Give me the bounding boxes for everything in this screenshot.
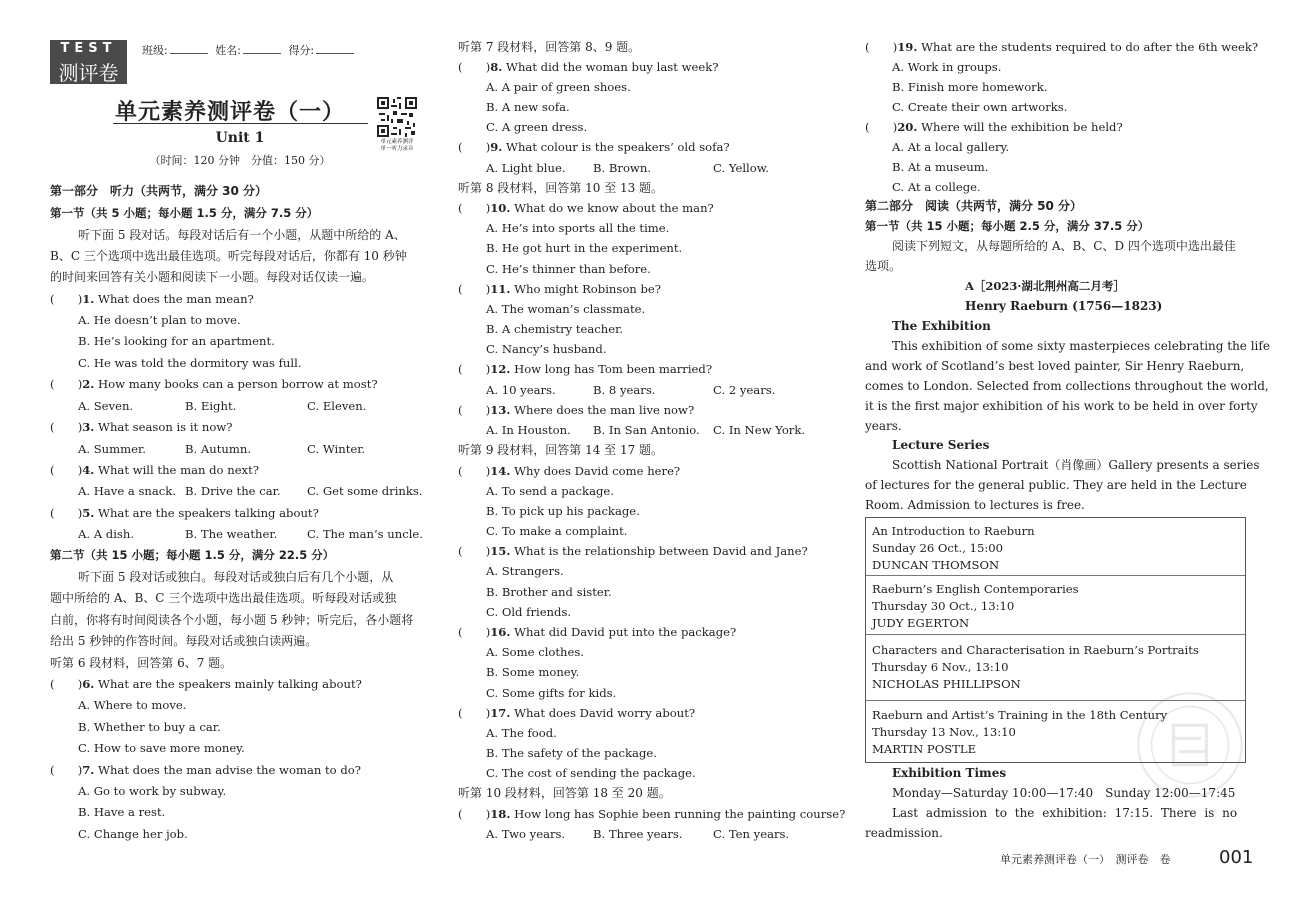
option[interactable]: B. Drive the car.: [185, 484, 281, 498]
question-17[interactable]: ( )17. What does David worry about?: [458, 706, 696, 720]
option[interactable]: A. Where to move.: [78, 698, 187, 712]
option[interactable]: C. The man’s uncle.: [307, 527, 423, 541]
logo-bottom-text: 测评卷: [58, 61, 119, 85]
option[interactable]: B. He’s looking for an apartment.: [78, 334, 275, 348]
sec2-instruction-line: 题中所给的 A、B、C 三个选项中选出最佳选项。听每段对话或独: [50, 591, 397, 605]
passage-title: Henry Raeburn (1756—1823): [965, 299, 1163, 313]
question-3[interactable]: ( )3. What season is it now?: [50, 420, 233, 434]
option[interactable]: B. The weather.: [185, 527, 278, 541]
material-heading: 听第 7 段材料，回答第 8、9 题。: [458, 40, 641, 54]
option[interactable]: C. Create their own artworks.: [892, 100, 1068, 114]
option[interactable]: C. Some gifts for kids.: [486, 686, 617, 700]
question-1[interactable]: ( )1. What does the man mean?: [50, 292, 254, 306]
question-20[interactable]: ( )20. Where will the exhibition be held?: [865, 120, 1123, 134]
question-5[interactable]: ( )5. What are the speakers talking about?: [50, 506, 319, 520]
option[interactable]: C. To make a complaint.: [486, 524, 628, 538]
option[interactable]: C. How to save more money.: [78, 741, 245, 755]
passage-label: A［2023·湖北荆州高二月考］: [965, 279, 1125, 293]
option[interactable]: A. Two years.: [486, 827, 566, 841]
question-9[interactable]: ( )9. What colour is the speakers’ old sofa?: [458, 140, 730, 154]
option[interactable]: A. Go to work by subway.: [78, 784, 227, 798]
name-blank[interactable]: [243, 43, 281, 54]
paragraph-line: years.: [865, 419, 902, 433]
lecture-speaker: NICHOLAS PHILLIPSON: [872, 677, 1021, 691]
question-15[interactable]: ( )15. What is the relationship between David and Jane?: [458, 544, 808, 558]
question-11[interactable]: ( )11. Who might Robinson be?: [458, 282, 661, 296]
lecture-time: Thursday 30 Oct., 13:10: [872, 599, 1015, 613]
material-heading: 听第 10 段材料，回答第 18 至 20 题。: [458, 786, 671, 800]
part2-heading: 第二部分 阅读（共两节，满分 50 分）: [865, 199, 1083, 213]
option[interactable]: B. In San Antonio.: [593, 423, 700, 437]
exhibition-heading: The Exhibition: [892, 319, 991, 333]
option[interactable]: B. A chemistry teacher.: [486, 322, 624, 336]
class-blank[interactable]: [170, 43, 208, 54]
time-score-line: （时间：120 分钟 分值：150 分）: [149, 154, 331, 167]
lecture-title: Raeburn’s English Contemporaries: [872, 582, 1079, 596]
option[interactable]: B. At a museum.: [892, 160, 989, 174]
option[interactable]: B. Finish more homework.: [892, 80, 1048, 94]
option[interactable]: B. The safety of the package.: [486, 746, 657, 760]
lecture-time: Sunday 26 Oct., 15:00: [872, 541, 1004, 555]
option[interactable]: C. In New York.: [713, 423, 806, 437]
qr-caption: 单元素养测评 单一听力录音: [380, 139, 414, 152]
lecture-title: Raeburn and Artist’s Training in the 18th Century: [872, 708, 1168, 722]
option[interactable]: C. At a college.: [892, 180, 981, 194]
option[interactable]: B. Brown.: [593, 161, 652, 175]
lecture-speaker: MARTIN POSTLE: [872, 742, 977, 756]
option[interactable]: A. He’s into sports all the time.: [486, 221, 670, 235]
question-4[interactable]: ( )4. What will the man do next?: [50, 463, 259, 477]
sec2-instruction-line: 白前，你将有时间阅读各个小题，每小题 5 秒钟；听完后，各小题将: [50, 613, 414, 627]
question-19[interactable]: ( )19. What are the students required to do after the 6th week?: [865, 40, 1259, 54]
option[interactable]: C. The cost of sending the package.: [486, 766, 696, 780]
question-8[interactable]: ( )8. What did the woman buy last week?: [458, 60, 719, 74]
option[interactable]: A. A dish.: [78, 527, 135, 541]
option[interactable]: C. Change her job.: [78, 827, 188, 841]
name-label: 姓名:: [215, 44, 241, 57]
option[interactable]: B. Some money.: [486, 665, 580, 679]
sec2-heading: 第二节（共 15 小题；每小题 1.5 分，满分 22.5 分）: [50, 548, 335, 562]
option[interactable]: A. In Houston.: [486, 423, 571, 437]
footer-text: 单元素养测评卷（一） 测评卷 卷: [1000, 853, 1171, 866]
paragraph-line: readmission.: [865, 826, 943, 840]
question-10[interactable]: ( )10. What do we know about the man?: [458, 201, 714, 215]
option[interactable]: B. A new sofa.: [486, 100, 570, 114]
option[interactable]: C. 2 years.: [713, 383, 776, 397]
option[interactable]: C. He’s thinner than before.: [486, 262, 651, 276]
page-number: 001: [1219, 847, 1254, 868]
option[interactable]: C. He was told the dormitory was full.: [78, 356, 302, 370]
logo-top-text: TEST: [60, 41, 117, 56]
option[interactable]: B. Three years.: [593, 827, 683, 841]
material-heading: 听第 9 段材料，回答第 14 至 17 题。: [458, 443, 664, 457]
option[interactable]: B. He got hurt in the experiment.: [486, 241, 683, 255]
option[interactable]: B. To pick up his package.: [486, 504, 640, 518]
title-underline: [113, 123, 368, 124]
option[interactable]: C. Yellow.: [713, 161, 769, 175]
option[interactable]: B. Whether to buy a car.: [78, 720, 221, 734]
unit-title: Unit 1: [215, 130, 265, 146]
option[interactable]: A. Work in groups.: [892, 60, 1002, 74]
sec1-instruction-line: 的时间来回答有关小题和阅读下一小题。每段对话仅读一遍。: [50, 270, 375, 284]
question-12[interactable]: ( )12. How long has Tom been married?: [458, 362, 713, 376]
lecture-time: Thursday 13 Nov., 13:10: [872, 725, 1016, 739]
reading-instruction-line: 阅读下列短文，从每题所给的 A、B、C、D 四个选项中选出最佳: [892, 239, 1236, 253]
option[interactable]: B. Autumn.: [185, 442, 252, 456]
option[interactable]: C. Old friends.: [486, 605, 572, 619]
option[interactable]: B. Have a rest.: [78, 805, 166, 819]
material-heading: 听第 6 段材料，回答第 6、7 题。: [50, 656, 233, 670]
lecture-row: [866, 518, 1245, 574]
paragraph-line: This exhibition of some sixty masterpieces celebrating the life: [892, 339, 1270, 353]
lecture-title: An Introduction to Raeburn: [872, 524, 1035, 538]
question-6[interactable]: ( )6. What are the speakers mainly talking about?: [50, 677, 362, 691]
option[interactable]: A. He doesn’t plan to move.: [78, 313, 241, 327]
option[interactable]: A. Light blue.: [486, 161, 566, 175]
lecture-speaker: DUNCAN THOMSON: [872, 558, 1000, 572]
page-title: 单元素养测评卷（一）: [115, 100, 346, 125]
option[interactable]: A. At a local gallery.: [892, 140, 1010, 154]
option[interactable]: C. Nancy’s husband.: [486, 342, 607, 356]
sec2-instruction-line: 听下面 5 段对话或独白。每段对话或独白后有几个小题，从: [78, 570, 394, 584]
option[interactable]: C. Ten years.: [713, 827, 790, 841]
paragraph-line: of lectures for the general public. They are held in the Lecture: [865, 478, 1247, 492]
option[interactable]: C. Get some drinks.: [307, 484, 423, 498]
exhibition-times-heading: Exhibition Times: [892, 766, 1007, 780]
option[interactable]: B. Brother and sister.: [486, 585, 612, 599]
question-2[interactable]: ( )2. How many books can a person borrow at most?: [50, 377, 378, 391]
option[interactable]: B. Eight.: [185, 399, 237, 413]
score-blank[interactable]: [316, 43, 354, 54]
option[interactable]: C. Eleven.: [307, 399, 367, 413]
sec1-instruction-line: B、C 三个选项中选出最佳选项。听完每段对话后，你都有 10 秒钟: [50, 249, 407, 263]
option[interactable]: A. Summer.: [78, 442, 146, 456]
test-logo: [50, 40, 127, 84]
paragraph-line: Scottish National Portrait（肖像画）Gallery presents a series: [892, 458, 1260, 472]
sec1-heading: 第一节（共 5 小题；每小题 1.5 分，满分 7.5 分）: [50, 206, 319, 220]
lecture-title: Characters and Characterisation in Raeburn’s Portraits: [872, 643, 1199, 657]
option[interactable]: A. 10 years.: [486, 383, 556, 397]
question-7[interactable]: ( )7. What does the man advise the woman to do?: [50, 763, 361, 777]
paragraph-line: Last admission to the exhibition: 17:15. There is no: [892, 806, 1238, 820]
option[interactable]: A. Seven.: [78, 399, 134, 413]
exhibition-times: Monday—Saturday 10:00—17:40 Sunday 12:00—17:45: [892, 786, 1236, 800]
question-18[interactable]: ( )18. How long has Sophie been running the painting course?: [458, 807, 846, 821]
option[interactable]: C. A green dress.: [486, 120, 588, 134]
question-16[interactable]: ( )16. What did David put into the package?: [458, 625, 737, 639]
material-heading: 听第 8 段材料，回答第 10 至 13 题。: [458, 181, 664, 195]
option[interactable]: A. Some clothes.: [486, 645, 585, 659]
paragraph-line: it is the first major exhibition of his work to be held in over forty: [865, 399, 1258, 413]
option[interactable]: A. The food.: [486, 726, 557, 740]
option[interactable]: C. Winter.: [307, 442, 366, 456]
question-14[interactable]: ( )14. Why does David come here?: [458, 464, 681, 478]
score-label: 得分:: [288, 44, 315, 57]
lecture-heading: Lecture Series: [892, 438, 990, 452]
paragraph-line: comes to London. Selected from collections throughout the world,: [865, 379, 1269, 393]
option[interactable]: A. A pair of green shoes.: [486, 80, 631, 94]
reading-sec1-heading: 第一节（共 15 小题；每小题 2.5 分，满分 37.5 分）: [865, 219, 1150, 233]
class-label: 班级:: [142, 44, 168, 57]
option[interactable]: A. Strangers.: [486, 564, 564, 578]
option[interactable]: A. To send a package.: [486, 484, 614, 498]
option[interactable]: A. Have a snack.: [78, 484, 176, 498]
watermark-stamp-icon: [1135, 690, 1245, 800]
lecture-time: Thursday 6 Nov., 13:10: [872, 660, 1009, 674]
qr-code-icon[interactable]: [377, 97, 417, 137]
option[interactable]: A. The woman’s classmate.: [486, 302, 646, 316]
lecture-speaker: JUDY EGERTON: [872, 616, 970, 630]
lecture-row: [866, 575, 1245, 635]
student-info-line: [142, 42, 358, 58]
question-13[interactable]: ( )13. Where does the man live now?: [458, 403, 695, 417]
reading-instruction-line: 选项。: [865, 259, 902, 273]
paragraph-line: Room. Admission to lectures is free.: [865, 498, 1085, 512]
sec1-instruction-line: 听下面 5 段对话。每段对话后有一个小题，从题中所给的 A、: [78, 228, 406, 242]
paragraph-line: and work of Scotland’s best loved painter, Sir Henry Raeburn,: [865, 359, 1245, 373]
option[interactable]: B. 8 years.: [593, 383, 656, 397]
sec2-instruction-line: 给出 5 秒钟的作答时间。每段对话或独白读两遍。: [50, 634, 318, 648]
part1-heading: 第一部分 听力（共两节，满分 30 分）: [50, 184, 268, 198]
